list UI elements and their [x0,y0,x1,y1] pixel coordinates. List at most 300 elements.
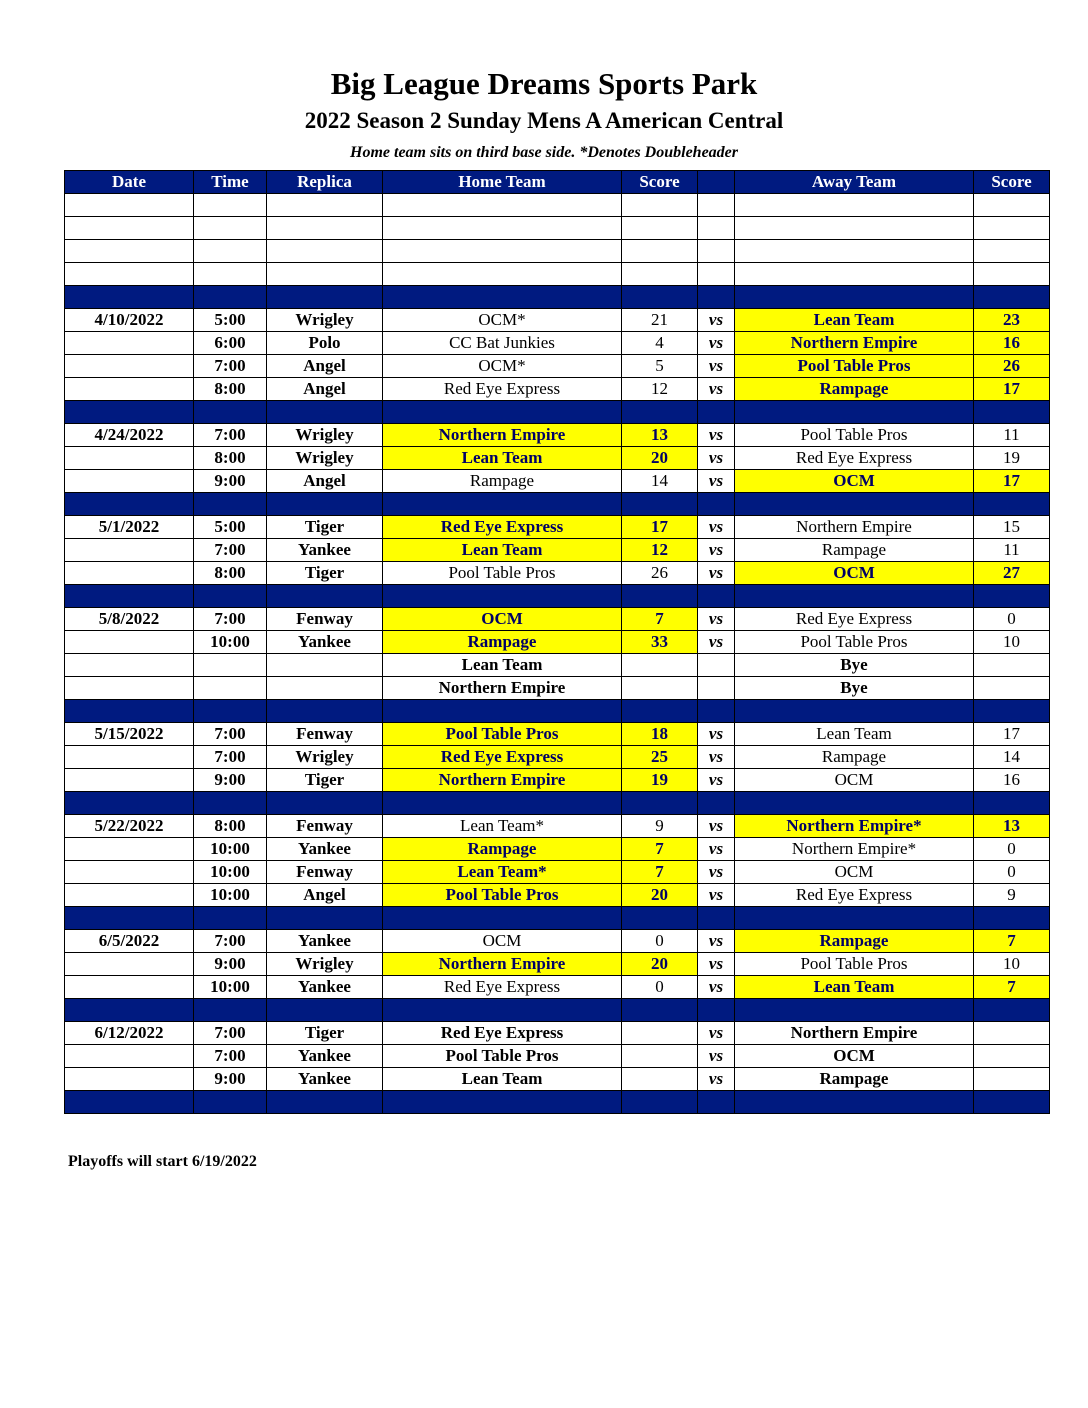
separator-row [65,700,1050,723]
game-date [65,884,194,907]
away-team: Lean Team [735,723,974,746]
vs-label: vs [698,815,735,838]
empty-cell [735,907,974,930]
empty-cell [735,217,974,240]
empty-cell [194,585,267,608]
empty-cell [622,907,698,930]
empty-cell [267,1091,383,1114]
replica-field: Yankee [267,631,383,654]
empty-cell [194,401,267,424]
home-score: 7 [622,861,698,884]
home-score: 0 [622,930,698,953]
replica-field: Yankee [267,930,383,953]
separator-row [65,999,1050,1022]
away-team: Bye [735,654,974,677]
game-time: 6:00 [194,332,267,355]
vs-label: vs [698,930,735,953]
game-row [65,838,1050,861]
home-score: 0 [622,976,698,999]
replica-field: Fenway [267,608,383,631]
game-time: 10:00 [194,976,267,999]
game-row [65,516,1050,539]
vs-label: vs [698,1045,735,1068]
game-date: 5/8/2022 [65,608,194,631]
schedule-table [64,170,1050,1114]
empty-cell [194,907,267,930]
vs-label: vs [698,1022,735,1045]
game-row [65,1022,1050,1045]
game-row [65,631,1050,654]
empty-cell [698,286,735,309]
empty-cell [383,700,622,723]
empty-cell [974,263,1050,286]
game-row [65,355,1050,378]
empty-cell [383,585,622,608]
game-time: 9:00 [194,1068,267,1091]
home-team: OCM* [383,355,622,378]
game-date [65,631,194,654]
game-date [65,769,194,792]
home-team: Pool Table Pros [383,1045,622,1068]
home-team: Lean Team [383,539,622,562]
vs-label: vs [698,516,735,539]
away-team: Northern Empire [735,1022,974,1045]
away-team: Northern Empire* [735,838,974,861]
game-time: 7:00 [194,1022,267,1045]
game-time: 10:00 [194,838,267,861]
game-row [65,539,1050,562]
replica-field: Angel [267,378,383,401]
home-team: Pool Table Pros [383,884,622,907]
game-time: 8:00 [194,447,267,470]
empty-cell [622,585,698,608]
away-score: 0 [974,608,1050,631]
schedule-body [65,194,1050,1114]
empty-cell [267,999,383,1022]
empty-cell [65,286,194,309]
vs-label: vs [698,562,735,585]
replica-field: Yankee [267,838,383,861]
empty-cell [194,493,267,516]
replica-field: Fenway [267,861,383,884]
col-replica: Replica [267,171,383,194]
empty-cell [735,286,974,309]
empty-cell [622,999,698,1022]
game-row [65,332,1050,355]
blank-row [65,263,1050,286]
game-row [65,309,1050,332]
empty-cell [65,263,194,286]
empty-cell [735,194,974,217]
game-time: 8:00 [194,378,267,401]
game-time: 5:00 [194,309,267,332]
separator-row [65,1091,1050,1114]
game-date: 4/24/2022 [65,424,194,447]
away-team: Pool Table Pros [735,953,974,976]
away-team: Red Eye Express [735,608,974,631]
empty-cell [383,286,622,309]
game-time: 7:00 [194,355,267,378]
home-score: 26 [622,562,698,585]
home-score: 12 [622,378,698,401]
vs-label: vs [698,470,735,493]
home-team: OCM [383,930,622,953]
game-time: 9:00 [194,769,267,792]
away-team: OCM [735,562,974,585]
away-team: OCM [735,470,974,493]
game-row [65,447,1050,470]
empty-cell [698,999,735,1022]
empty-cell [735,792,974,815]
empty-cell [194,217,267,240]
away-team: Pool Table Pros [735,631,974,654]
game-time: 8:00 [194,815,267,838]
vs-label: vs [698,723,735,746]
vs-label: vs [698,861,735,884]
away-score: 16 [974,332,1050,355]
empty-cell [622,217,698,240]
game-time: 7:00 [194,930,267,953]
home-score [622,677,698,700]
empty-cell [65,907,194,930]
replica-field: Tiger [267,769,383,792]
empty-cell [383,263,622,286]
game-time: 9:00 [194,953,267,976]
home-team: Northern Empire [383,769,622,792]
empty-cell [622,194,698,217]
away-team: Northern Empire [735,332,974,355]
away-score: 11 [974,539,1050,562]
game-row [65,1068,1050,1091]
empty-cell [194,240,267,263]
col-date: Date [65,171,194,194]
vs-label: vs [698,631,735,654]
away-score: 7 [974,976,1050,999]
replica-field: Fenway [267,723,383,746]
game-date [65,838,194,861]
empty-cell [622,286,698,309]
away-score: 11 [974,424,1050,447]
col-vs [698,171,735,194]
home-team: Northern Empire [383,424,622,447]
vs-label: vs [698,953,735,976]
game-row [65,470,1050,493]
away-team: Northern Empire* [735,815,974,838]
away-score: 17 [974,470,1050,493]
away-team: Rampage [735,1068,974,1091]
vs-label: vs [698,884,735,907]
away-score: 26 [974,355,1050,378]
game-time: 10:00 [194,631,267,654]
empty-cell [194,1091,267,1114]
empty-cell [267,585,383,608]
empty-cell [622,401,698,424]
empty-cell [974,493,1050,516]
vs-label: vs [698,746,735,769]
empty-cell [622,1091,698,1114]
empty-cell [735,700,974,723]
away-team: Bye [735,677,974,700]
game-row [65,562,1050,585]
home-team: CC Bat Junkies [383,332,622,355]
vs-label: vs [698,332,735,355]
home-score: 25 [622,746,698,769]
away-team: Pool Table Pros [735,355,974,378]
away-team: Red Eye Express [735,447,974,470]
empty-cell [65,194,194,217]
home-score: 20 [622,953,698,976]
away-score: 19 [974,447,1050,470]
game-row [65,746,1050,769]
home-team: Pool Table Pros [383,723,622,746]
home-team: Lean Team [383,1068,622,1091]
away-team: OCM [735,1045,974,1068]
empty-cell [735,401,974,424]
empty-cell [974,286,1050,309]
vs-label: vs [698,608,735,631]
empty-cell [974,700,1050,723]
replica-field: Wrigley [267,424,383,447]
vs-label: vs [698,447,735,470]
playoffs-note: Playoffs will start 6/19/2022 [68,1153,257,1170]
blank-row [65,194,1050,217]
col-away-team: Away Team [735,171,974,194]
empty-cell [267,194,383,217]
game-time: 10:00 [194,861,267,884]
empty-cell [698,1091,735,1114]
empty-cell [65,1091,194,1114]
game-time [194,677,267,700]
empty-cell [735,263,974,286]
replica-field [267,654,383,677]
away-score: 10 [974,953,1050,976]
home-score: 17 [622,516,698,539]
home-team: Lean Team* [383,861,622,884]
empty-cell [698,194,735,217]
empty-cell [698,792,735,815]
game-date [65,539,194,562]
blank-row [65,217,1050,240]
empty-cell [65,585,194,608]
game-row [65,654,1050,677]
game-date: 5/15/2022 [65,723,194,746]
away-score: 17 [974,723,1050,746]
away-score: 16 [974,769,1050,792]
vs-label: vs [698,1068,735,1091]
empty-cell [194,792,267,815]
game-date: 5/22/2022 [65,815,194,838]
home-team: Northern Empire [383,953,622,976]
separator-row [65,585,1050,608]
home-score: 18 [622,723,698,746]
home-score: 4 [622,332,698,355]
home-score: 13 [622,424,698,447]
game-time: 7:00 [194,424,267,447]
col-away-score: Score [974,171,1050,194]
game-date [65,470,194,493]
away-score: 27 [974,562,1050,585]
empty-cell [267,493,383,516]
empty-cell [974,585,1050,608]
game-date [65,953,194,976]
replica-field: Polo [267,332,383,355]
empty-cell [383,401,622,424]
empty-cell [194,286,267,309]
game-date [65,447,194,470]
game-time: 7:00 [194,1045,267,1068]
away-score: 17 [974,378,1050,401]
game-row [65,378,1050,401]
away-team: Rampage [735,746,974,769]
away-team: Lean Team [735,976,974,999]
empty-cell [267,907,383,930]
empty-cell [974,1091,1050,1114]
empty-cell [698,585,735,608]
empty-cell [698,401,735,424]
replica-field [267,677,383,700]
home-team: Pool Table Pros [383,562,622,585]
empty-cell [383,194,622,217]
empty-cell [698,907,735,930]
empty-cell [974,194,1050,217]
blank-row [65,240,1050,263]
away-score: 23 [974,309,1050,332]
empty-cell [383,493,622,516]
home-score: 5 [622,355,698,378]
home-team: Red Eye Express [383,516,622,539]
away-score [974,1022,1050,1045]
home-score: 14 [622,470,698,493]
away-score: 0 [974,861,1050,884]
separator-row [65,907,1050,930]
replica-field: Tiger [267,516,383,539]
home-score [622,1022,698,1045]
home-score: 33 [622,631,698,654]
vs-label [698,677,735,700]
replica-field: Wrigley [267,309,383,332]
empty-cell [735,999,974,1022]
vs-label: vs [698,838,735,861]
empty-cell [383,1091,622,1114]
empty-cell [267,263,383,286]
game-date [65,976,194,999]
game-date [65,746,194,769]
col-home-team: Home Team [383,171,622,194]
replica-field: Wrigley [267,447,383,470]
game-date [65,378,194,401]
game-date [65,562,194,585]
header-row [65,171,1050,194]
empty-cell [974,217,1050,240]
replica-field: Angel [267,355,383,378]
empty-cell [735,493,974,516]
home-score [622,654,698,677]
away-score: 0 [974,838,1050,861]
empty-cell [194,700,267,723]
game-row [65,723,1050,746]
replica-field: Yankee [267,976,383,999]
replica-field: Yankee [267,539,383,562]
empty-cell [194,194,267,217]
empty-cell [974,240,1050,263]
empty-cell [65,999,194,1022]
away-score [974,1045,1050,1068]
game-row [65,677,1050,700]
empty-cell [383,907,622,930]
game-row [65,424,1050,447]
empty-cell [974,401,1050,424]
empty-cell [735,240,974,263]
away-team: Northern Empire [735,516,974,539]
home-team: OCM* [383,309,622,332]
home-score: 7 [622,608,698,631]
replica-field: Tiger [267,562,383,585]
game-date [65,1068,194,1091]
empty-cell [65,700,194,723]
away-team: Red Eye Express [735,884,974,907]
home-score: 19 [622,769,698,792]
home-score: 20 [622,884,698,907]
game-row [65,861,1050,884]
empty-cell [267,700,383,723]
empty-cell [383,792,622,815]
away-score: 10 [974,631,1050,654]
empty-cell [974,907,1050,930]
home-team: Rampage [383,631,622,654]
home-team: Rampage [383,470,622,493]
empty-cell [383,217,622,240]
away-score: 14 [974,746,1050,769]
empty-cell [267,792,383,815]
replica-field: Angel [267,884,383,907]
home-team: Rampage [383,838,622,861]
home-score: 20 [622,447,698,470]
empty-cell [698,217,735,240]
away-team: Rampage [735,930,974,953]
away-score: 7 [974,930,1050,953]
game-time: 7:00 [194,608,267,631]
game-row [65,1045,1050,1068]
home-team: Lean Team [383,447,622,470]
away-score: 9 [974,884,1050,907]
game-date: 6/12/2022 [65,1022,194,1045]
empty-cell [974,999,1050,1022]
vs-label: vs [698,976,735,999]
empty-cell [735,1091,974,1114]
game-date: 6/5/2022 [65,930,194,953]
empty-cell [622,792,698,815]
away-team: Rampage [735,378,974,401]
game-time: 10:00 [194,884,267,907]
home-team: OCM [383,608,622,631]
separator-row [65,493,1050,516]
home-score: 12 [622,539,698,562]
home-team: Lean Team* [383,815,622,838]
page-title: Big League Dreams Sports Park [330,66,758,101]
empty-cell [267,240,383,263]
away-score [974,1068,1050,1091]
schedule-note: Home team sits on third base side. *Denotes Doubleheader [350,144,738,161]
away-score [974,677,1050,700]
game-date: 5/1/2022 [65,516,194,539]
empty-cell [65,217,194,240]
home-team: Red Eye Express [383,746,622,769]
empty-cell [974,792,1050,815]
empty-cell [267,401,383,424]
game-date [65,861,194,884]
game-time: 9:00 [194,470,267,493]
empty-cell [267,286,383,309]
